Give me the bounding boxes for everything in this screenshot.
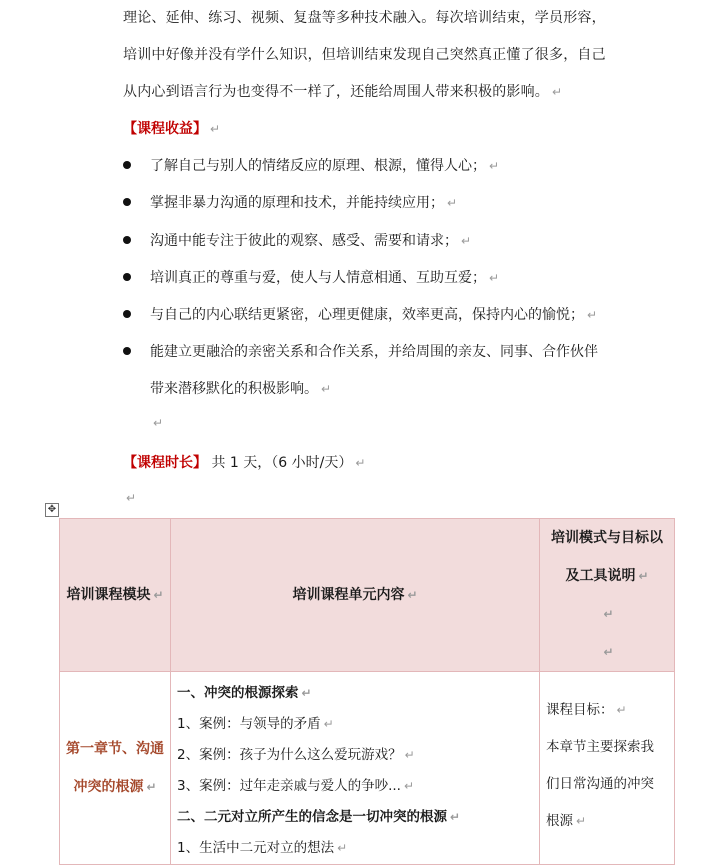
bullet-icon	[123, 236, 131, 244]
bullet-icon	[123, 161, 131, 169]
duration-heading: 【课程时长】	[123, 455, 207, 471]
course-table	[59, 518, 675, 865]
duration-text: 共 1 天，（6 小时/天）	[207, 455, 353, 471]
bullet-icon	[123, 347, 131, 355]
paragraph-mark: ↵	[210, 122, 221, 136]
benefit-item-continuation: 带来潜移默化的积极影响。 ↵	[150, 381, 332, 397]
benefits-heading: 【课程收益】 ↵	[123, 121, 221, 137]
header-mode-goal: 培训模式与目标以 及工具说明 ↵ ↵ ↵	[540, 519, 675, 672]
header-module: 培训课程模块 ↵	[60, 519, 171, 672]
intro-line-3: 从内心到语言行为也变得不一样了，还能给周围人带来积极的影响。 ↵	[123, 84, 563, 100]
goal-cell: 课程目标： ↵ 本章节主要探索我 们日常沟通的冲突 根源 ↵	[540, 672, 675, 865]
module-cell: 第一章节、沟通 冲突的根源 ↵	[60, 672, 171, 865]
empty-paragraph: ↵	[126, 491, 137, 505]
header-units: 培训课程单元内容 ↵	[171, 519, 540, 672]
intro-line-2: 培训中好像并没有学什么知识，但培训结束发现自己突然真正懂了很多，自己	[123, 47, 606, 63]
move-cross-icon[interactable]: ✥	[45, 503, 59, 517]
paragraph-mark: ↵	[552, 85, 563, 99]
bullet-icon	[123, 310, 131, 318]
units-cell: 一、冲突的根源探索 ↵ 1、案例：与领导的矛盾 ↵ 2、案例：孩子为什么这么爱玩游戏？ ↵ 3、案例：过年走亲戚与爱人的争吵... ↵ 二、二元对立所产生的信念是一切冲突的根源 ↵ 1、生活中二元对立的想法 ↵	[171, 672, 540, 865]
duration-line: 【课程时长】 共 1 天，（6 小时/天） ↵	[123, 455, 366, 471]
empty-paragraph: ↵	[153, 416, 164, 430]
bullet-icon	[123, 198, 131, 206]
bullet-icon	[123, 273, 131, 281]
intro-line-1: 理论、延伸、练习、视频、复盘等多种技术融入。每次培训结束，学员形容，	[123, 10, 606, 26]
